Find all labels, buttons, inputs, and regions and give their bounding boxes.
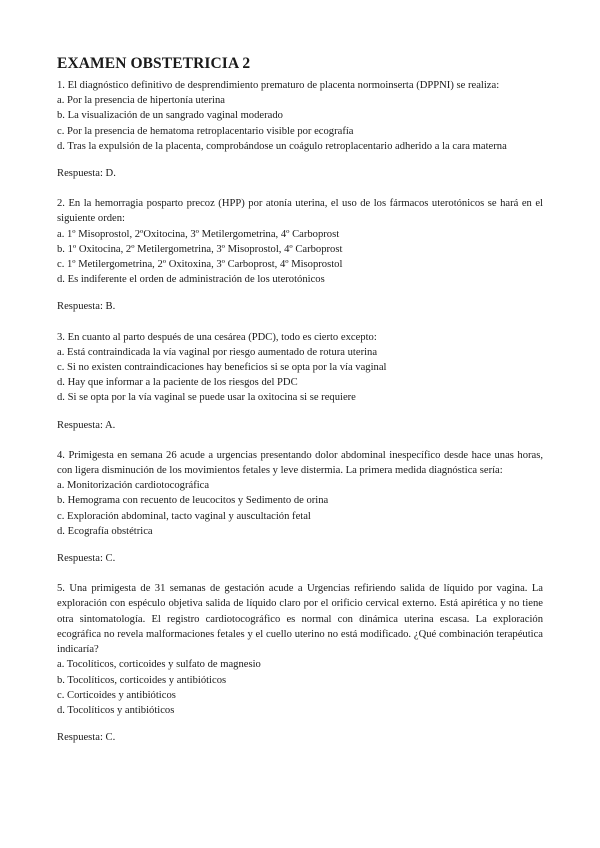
option-a: a. Está contraindicada la vía vaginal por riesgo aumentado de rotura uterina	[57, 346, 378, 358]
answer: Respuesta: A.	[57, 419, 116, 431]
exam-title: EXAMEN OBSTETRICIA 2	[57, 55, 251, 72]
option-d: d. Tocolíticos y antibióticos	[57, 704, 175, 716]
question-stem: 5. Una primigesta de 31 semanas de gestación acude a Urgencias refiriendo salida de líquido por vagina. La exploración con espéculo objetiva salida de líquido claro por el orificio cervical externo. Está apirética y no tiene otra sintomatología. El registro cardiotocográfico es normal con dinámica uterina escasa. La exploración ecográfica no revela malformaciones fetales y el cuello uterino no está modificado. ¿Qué combinación terapéutica indicaría?	[57, 583, 543, 656]
option-d-second: d. Si se opta por la vía vaginal se puede usar la oxitocina si se requiere	[57, 392, 356, 404]
option-a: a. Por la presencia de hipertonía uterina	[57, 95, 225, 107]
answer: Respuesta: C.	[57, 553, 116, 565]
question-stem: 2. En la hemorragia posparto precoz (HPP) por atonía uterina, el uso de los fármacos uterotónicos se hará en el siguiente orden:	[57, 198, 543, 225]
option-b: b. La visualización de un sangrado vaginal moderado	[57, 110, 283, 122]
option-d: d. Hay que informar a la paciente de los riesgos del PDC	[57, 377, 298, 389]
option-b: b. Tocolíticos, corticoides y antibióticos	[57, 674, 227, 686]
exam-page	[57, 54, 543, 745]
answer: Respuesta: C.	[57, 732, 116, 744]
option-d: d. Ecografía obstétrica	[57, 525, 153, 537]
option-a: a. Tocolíticos, corticoides y sulfato de magnesio	[57, 659, 261, 671]
question-3	[57, 330, 543, 433]
option-d: d. Tras la expulsión de la placenta, comprobándose un coágulo retroplacentario adherido a la cara materna	[57, 140, 507, 152]
option-c: c. Corticoides y antibióticos	[57, 689, 176, 701]
answer: Respuesta: B.	[57, 301, 116, 313]
question-stem: 3. En cuanto al parto después de una cesárea (PDC), todo es cierto excepto:	[57, 331, 377, 343]
answer: Respuesta: D.	[57, 168, 116, 180]
question-2	[57, 196, 543, 314]
question-5	[57, 581, 543, 745]
option-d: d. Es indiferente el orden de administración de los uterotónicos	[57, 274, 325, 286]
option-b: b. 1º Oxitocina, 2º Metilergometrina, 3º Misoprostol, 4º Carboprost	[57, 243, 343, 255]
option-a: a. 1º Misoprostol, 2ºOxitocina, 3º Metilergometrina, 4º Carboprost	[57, 228, 340, 240]
option-c: c. 1º Metilergometrina, 2º Oxitoxina, 3º Carboprost, 4º Misoprostol	[57, 259, 343, 271]
question-stem: 4. Primigesta en semana 26 acude a urgencias presentando dolor abdominal inespecífico desde hace unas horas, con ligera disminución de los movimientos fetales y leve distermia. La primera medida diagnóstica sería:	[57, 449, 543, 477]
option-c: c. Por la presencia de hematoma retroplacentario visible por ecografía	[57, 125, 354, 137]
question-stem: 1. El diagnóstico definitivo de desprendimiento prematuro de placenta normoinserta (DPPNI) se realiza:	[57, 80, 500, 91]
option-a: a. Monitorización cardiotocográfica	[57, 480, 210, 492]
option-b: b. Hemograma con recuento de leucocitos y Sedimento de orina	[57, 495, 329, 507]
option-c: c. Si no existen contraindicaciones hay beneficios si se opta por la vía vaginal	[57, 362, 387, 374]
question-1	[57, 78, 543, 181]
option-c: c. Exploración abdominal, tacto vaginal y auscultación fetal	[57, 510, 311, 522]
question-4	[57, 448, 543, 566]
